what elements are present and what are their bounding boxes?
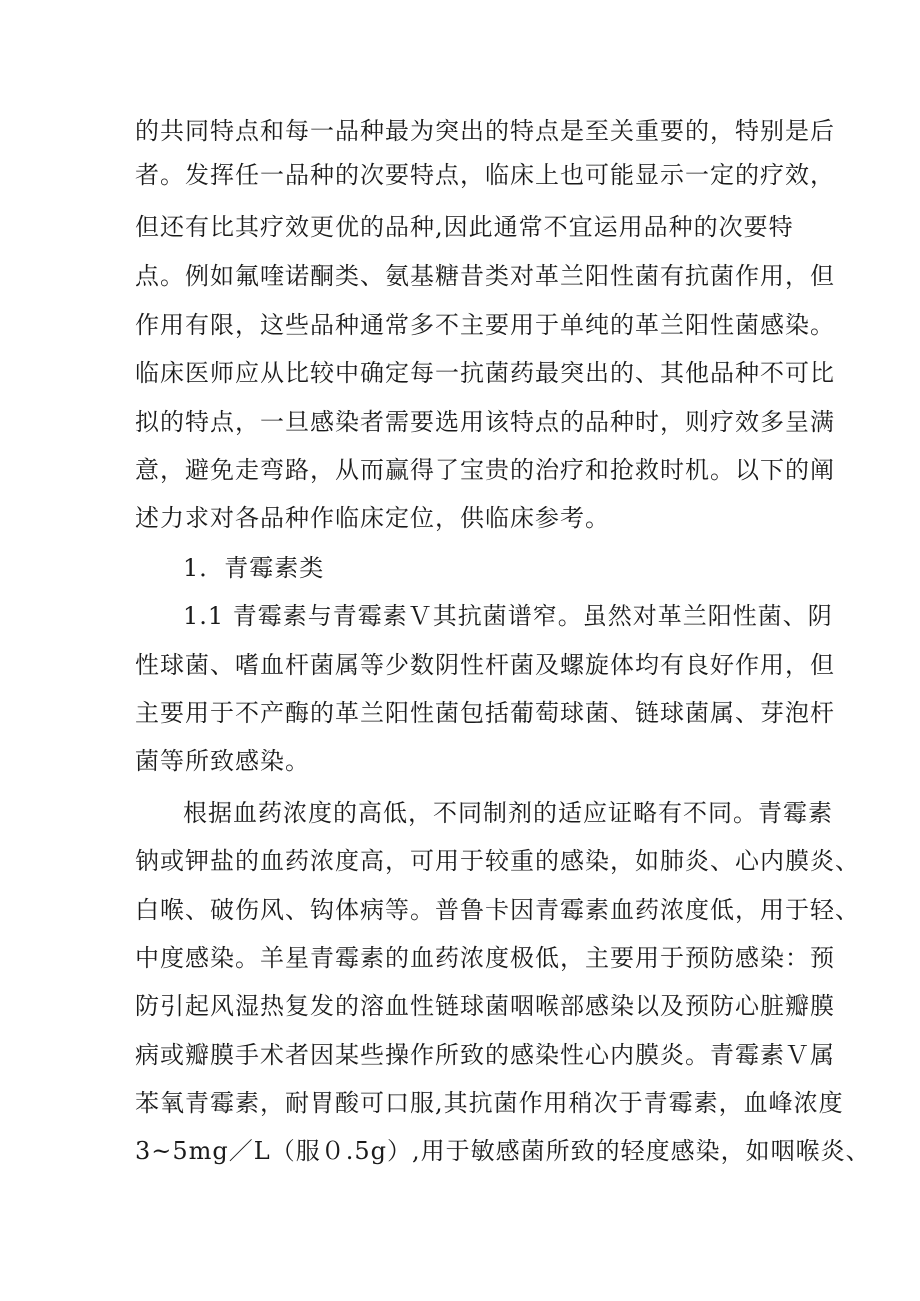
text-line: 作用有限，这些品种通常多不主要用于单纯的革兰阳性菌感染。 xyxy=(135,311,835,339)
text-line: 主要用于不产酶的革兰阳性菌包括葡萄球菌、链球菌属、芽泡杆 xyxy=(135,699,835,727)
text-line: 性球菌、嗜血杆菌属等少数阴性杆菌及螺旋体均有良好作用，但 xyxy=(135,651,835,679)
text-line: 钠或钾盐的血药浓度高，可用于较重的感染，如肺炎、心内膜炎、 xyxy=(135,847,860,875)
text-line: 者。发挥任一品种的次要特点，临床上也可能显示一定的疗效， xyxy=(135,161,835,189)
text-line: 的共同特点和每一品种最为突出的特点是至关重要的，特别是后 xyxy=(135,117,835,145)
text-line: 白喉、破伤风、钩体病等。普鲁卡因青霉素血药浓度低，用于轻、 xyxy=(135,896,860,924)
text-line: 点。例如氟喹诺酮类、氨基糖昔类对革兰阳性菌有抗菌作用，但 xyxy=(135,262,835,290)
text-line: 拟的特点，一旦感染者需要选用该特点的品种时，则疗效多呈满 xyxy=(135,408,835,436)
text-line: 菌等所致感染。 xyxy=(135,747,310,775)
text-line: 临床医师应从比较中确定每一抗菌药最突出的、其他品种不可比 xyxy=(135,359,835,387)
text-line: 防引起风湿热复发的溶血性链球菌咽喉部感染以及预防心脏瓣膜 xyxy=(135,992,835,1020)
text-line: 中度感染。羊星青霉素的血药浓度极低，主要用于预防感染：预 xyxy=(135,944,835,972)
section-heading: 1．青霉素类 xyxy=(183,554,325,582)
subsection-first-line: 1.1 青霉素与青霉素Ｖ其抗菌谱窄。虽然对革兰阳性菌、阴 xyxy=(183,602,833,630)
text-line: 苯氧青霉素，耐胃酸可口服,其抗菌作用稍次于青霉素，血峰浓度 xyxy=(135,1089,844,1117)
text-line: 3~5mg／L（服０.5g）,用于敏感菌所致的轻度感染，如咽喉炎、 xyxy=(135,1137,871,1165)
text-line: 述力求对各品种作临床定位，供临床参考。 xyxy=(135,504,610,532)
text-line: 病或瓣膜手术者因某些操作所致的感染性心内膜炎。青霉素Ｖ属 xyxy=(135,1041,835,1069)
text-line: 意，避免走弯路，从而赢得了宝贵的治疗和抢救时机。以下的阐 xyxy=(135,456,835,484)
paragraph-first-line: 根据血药浓度的高低，不同制剂的适应证略有不同。青霉素 xyxy=(183,799,833,827)
text-line: 但还有比其疗效更优的品种,因此通常不宜运用品种的次要特 xyxy=(135,213,794,241)
